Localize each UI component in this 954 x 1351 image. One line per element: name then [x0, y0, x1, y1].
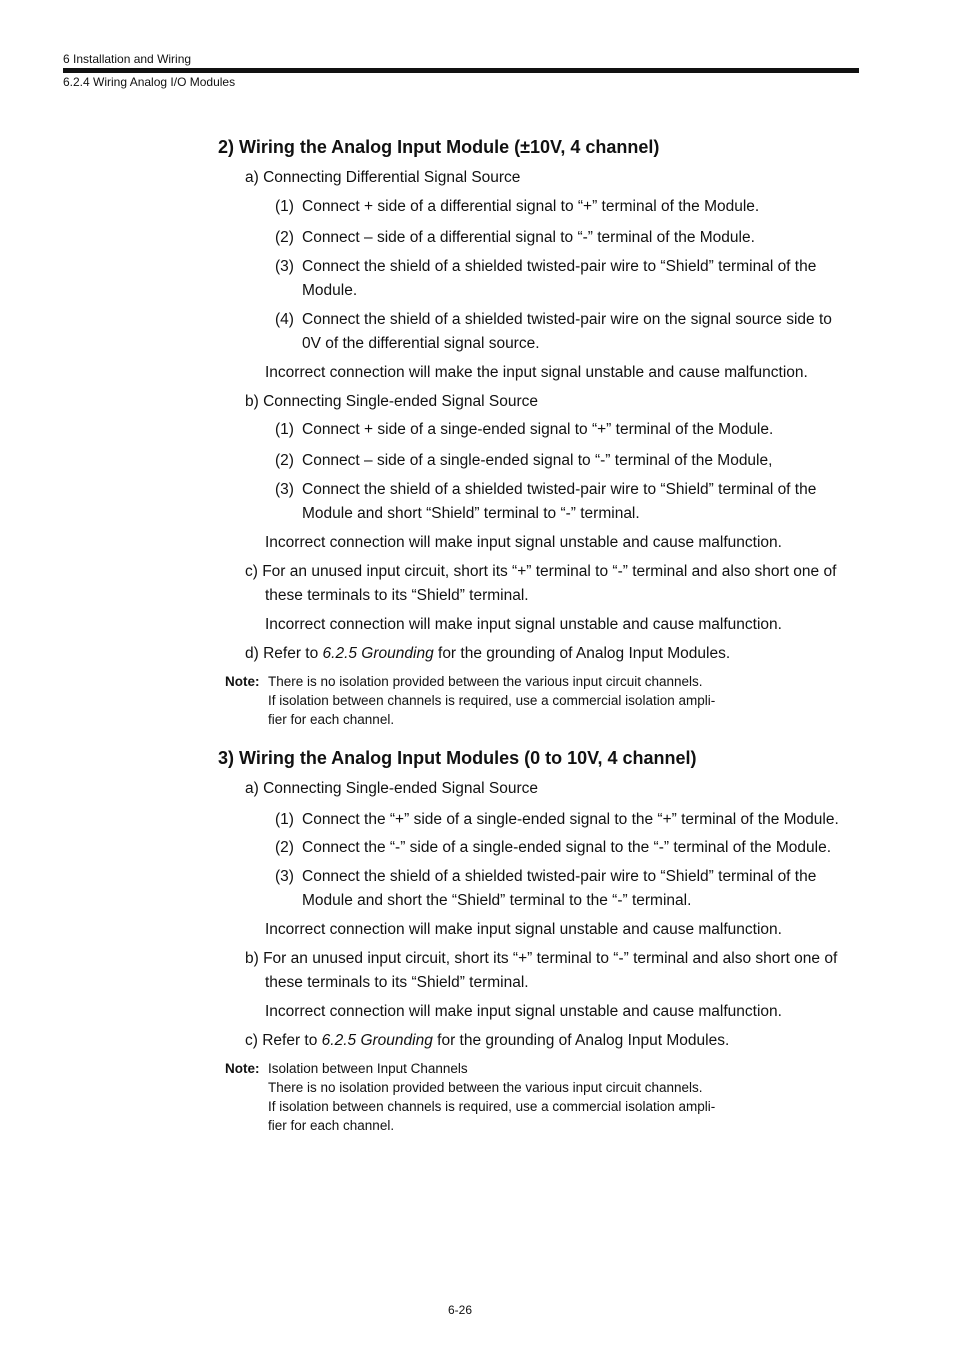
s2-c-text-cont: these terminals to its “Shield” terminal.: [265, 587, 529, 604]
s3-b-warning: Incorrect connection will make input signal unstable and cause malfunction.: [265, 1003, 782, 1020]
s2-a-item-number: (2): [275, 229, 294, 246]
s2-b-item-text-cont: Module and short “Shield” terminal to “-” terminal.: [302, 505, 640, 522]
running-header-section: 6.2.4 Wiring Analog I/O Modules: [63, 75, 236, 89]
s2-b-item-number: (1): [275, 421, 294, 438]
s2-a-item-text: Connect + side of a differential signal to “+” terminal of the Module.: [302, 198, 760, 215]
s2-a-item-text-cont: 0V of the differential signal source.: [302, 335, 540, 352]
running-header-chapter: 6 Installation and Wiring: [63, 52, 192, 66]
section-2-heading: 2) Wiring the Analog Input Module (±10V, 4 channel): [218, 137, 660, 157]
s3-note-label: Note:: [225, 1061, 260, 1076]
s2-c-warning: Incorrect connection will make input signal unstable and cause malfunction.: [265, 616, 782, 633]
s3-a-item-text: Connect the shield of a shielded twisted-pair wire to “Shield” terminal of the: [302, 868, 817, 885]
s2-c-text: c) For an unused input circuit, short its “+” terminal to “-” terminal and also short one of: [245, 563, 837, 580]
page-number: 6-26: [448, 1303, 473, 1317]
s2-b-item-number: (3): [275, 481, 294, 498]
s2-a-item-number: (4): [275, 311, 294, 328]
s3-a-item-text: Connect the “-” side of a single-ended signal to the “-” terminal of the Module.: [302, 839, 831, 856]
s3-note-line: fier for each channel.: [268, 1118, 395, 1133]
section-3-heading: 3) Wiring the Analog Input Modules (0 to 10V, 4 channel): [218, 748, 697, 768]
s3-note-line: If isolation between channels is required, use a commercial isolation ampli-: [268, 1099, 716, 1114]
s2-note-line: There is no isolation provided between the various input circuit channels.: [268, 674, 703, 689]
s3-note-line: There is no isolation provided between the various input circuit channels.: [268, 1080, 703, 1095]
s2-a-item-text: Connect – side of a differential signal to “-” terminal of the Module.: [302, 229, 755, 246]
header-rule: [63, 68, 859, 73]
s2-b-heading: b) Connecting Single-ended Signal Source: [245, 393, 538, 410]
s3-b-text-cont: these terminals to its “Shield” terminal.: [265, 974, 529, 991]
s3-c-pre: c) Refer to: [245, 1032, 322, 1049]
s2-b-item-number: (2): [275, 452, 294, 469]
s3-c-post: for the grounding of Analog Input Modules.: [432, 1032, 730, 1049]
s2-a-item-number: (3): [275, 258, 294, 275]
s3-c-reference: 6.2.5 Grounding: [321, 1032, 433, 1049]
s2-b-item-text: Connect – side of a single-ended signal to “-” terminal of the Module,: [302, 452, 773, 469]
s3-a-item-number: (3): [275, 868, 294, 885]
s2-a-item-text: Connect the shield of a shielded twisted-pair wire to “Shield” terminal of the: [302, 258, 817, 275]
s2-a-item-text-cont: Module.: [302, 282, 358, 299]
s3-a-item-text: Connect the “+” side of a single-ended signal to the “+” terminal of the Module.: [302, 811, 839, 828]
s2-a-item-number: (1): [275, 198, 294, 215]
s2-d-text: [245, 645, 730, 663]
s3-note-line: Isolation between Input Channels: [268, 1061, 468, 1076]
s3-a-warning: Incorrect connection will make input signal unstable and cause malfunction.: [265, 921, 782, 938]
s2-b-item-text: Connect + side of a singe-ended signal to “+” terminal of the Module.: [302, 421, 774, 438]
s2-note-label: Note:: [225, 674, 260, 689]
s2-note-line: If isolation between channels is required, use a commercial isolation ampli-: [268, 693, 716, 708]
s2-a-warning: Incorrect connection will make the input signal unstable and cause malfunction.: [265, 364, 808, 381]
s3-c-text: [245, 1032, 729, 1050]
s2-d-reference: 6.2.5 Grounding: [322, 645, 434, 662]
s2-b-warning: Incorrect connection will make input signal unstable and cause malfunction.: [265, 534, 782, 551]
s3-a-heading: a) Connecting Single-ended Signal Source: [245, 780, 538, 797]
s2-d-pre: d) Refer to: [245, 645, 323, 662]
s2-b-item-text: Connect the shield of a shielded twisted-pair wire to “Shield” terminal of the: [302, 481, 817, 498]
s3-a-item-text-cont: Module and short the “Shield” terminal to the “-” terminal.: [302, 892, 692, 909]
s2-a-heading: a) Connecting Differential Signal Source: [245, 169, 521, 186]
s2-d-post: for the grounding of Analog Input Modules.: [433, 645, 731, 662]
s2-a-item-text: Connect the shield of a shielded twisted-pair wire on the signal source side to: [302, 311, 832, 328]
s3-a-item-number: (2): [275, 839, 294, 856]
s2-note-line: fier for each channel.: [268, 712, 395, 727]
s3-b-text: b) For an unused input circuit, short its “+” terminal to “-” terminal and also short one of: [245, 950, 838, 967]
s3-a-item-number: (1): [275, 811, 294, 828]
